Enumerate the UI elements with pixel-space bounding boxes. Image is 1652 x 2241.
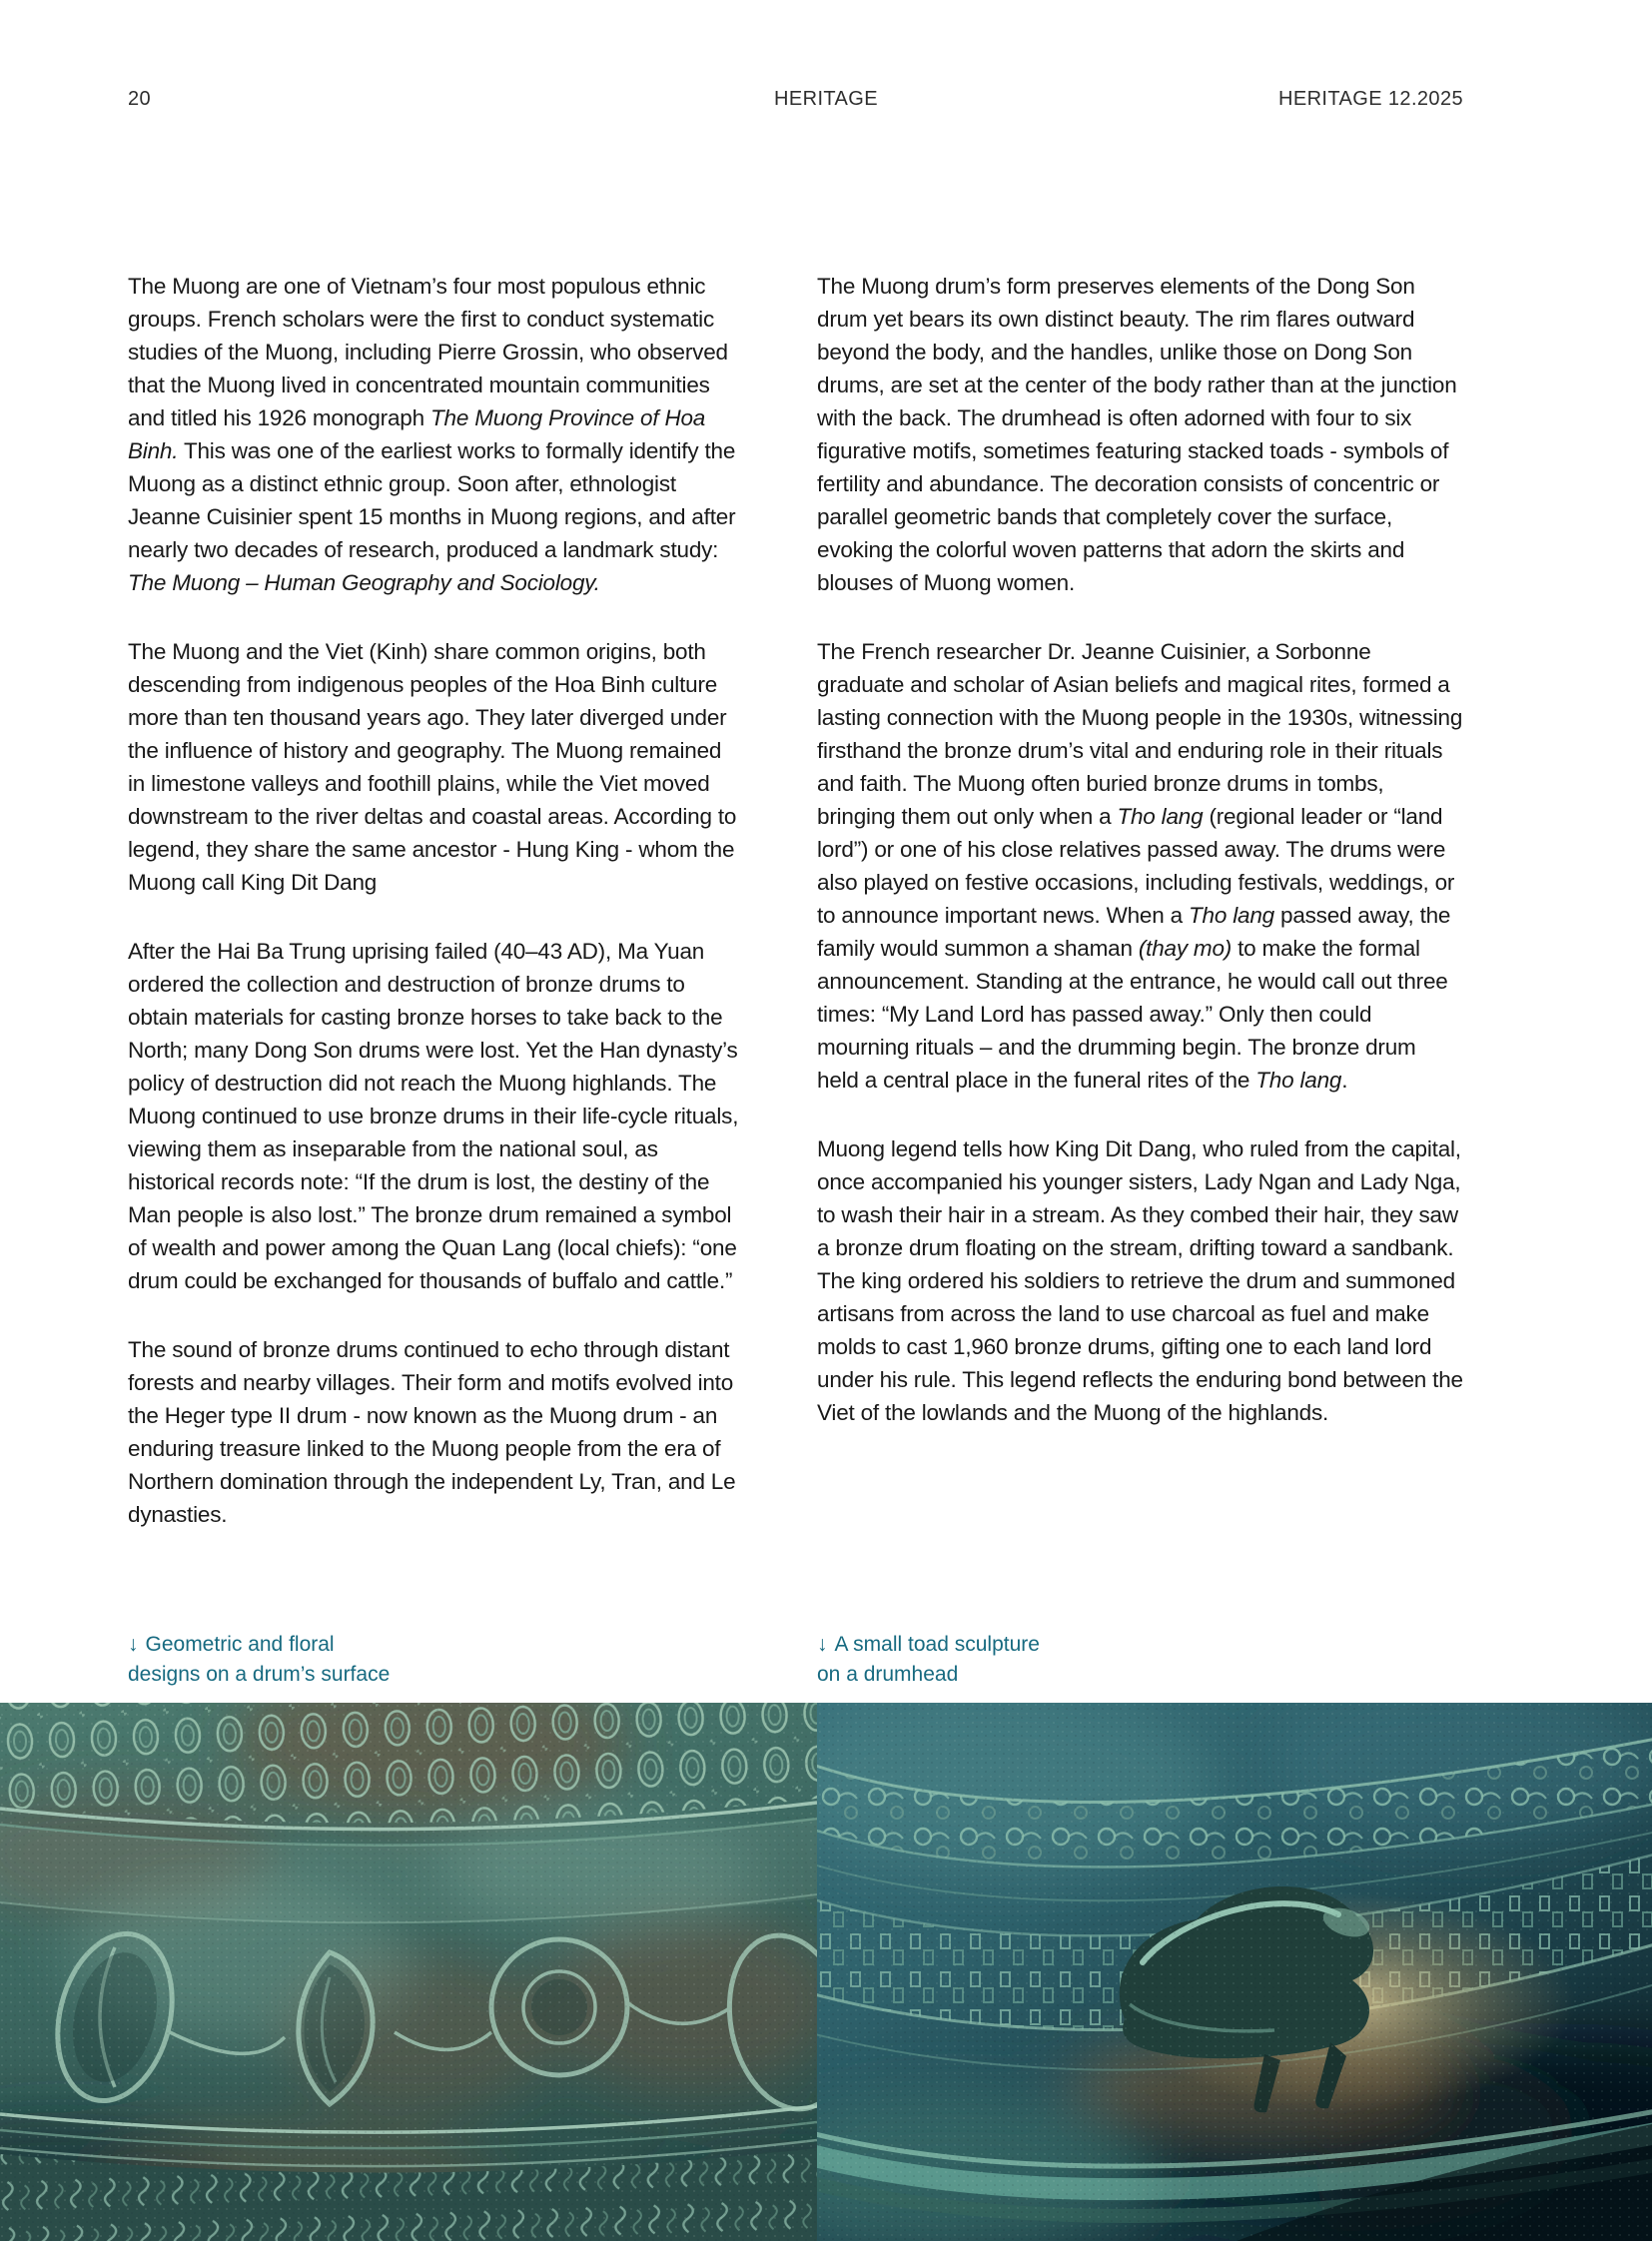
body-paragraph: The French researcher Dr. Jeanne Cuisinier, a Sorbonne graduate and scholar of Asian beliefs and magical rites, formed a lasting connection with the Muong people in the 1930s, witnessing firsthand the bronze drum’s vital and enduring role in their rituals and faith. The Muong often buried bronze drums in tombs, bringing them out only when a Tho lang (regional leader or “land lord”) or one of his close relatives passed away. The drums were also played on festive occasions, including festivals, weddings, or to announce important news. When a Tho lang passed away, the family would summon a shaman (thay mo) to make the formal announcement. Standing at the entrance, he would call out three times: “My Land Lord has passed away.” Only then could mourning rituals – and the drumming begin. The bronze drum held a central place in the funeral rites of the Tho lang. [817, 639, 1463, 1093]
photo-drum-surface [0, 1703, 817, 2241]
down-arrow-icon: ↓ [817, 1633, 828, 1656]
caption-text: Geometric and floral [145, 1633, 335, 1656]
caption-text: designs on a drum’s surface [128, 1663, 391, 1686]
header-issue-label: HERITAGE 12.2025 [1277, 88, 1463, 110]
body-paragraph: The sound of bronze drums continued to echo through distant forests and nearby villages. Their form and motifs evolved into the Heger type II drum - now known as the Muong drum - an enduring treasure linked to the Muong people from the era of Northern domination through the independent Ly, Tran, and Le dynasties. [128, 1337, 736, 1527]
down-arrow-icon: ↓ [128, 1633, 139, 1656]
page-number: 20 [128, 88, 152, 110]
caption-right-photo [817, 1630, 1463, 1690]
article-body [128, 270, 1463, 1567]
caption-text: A small toad sculpture [834, 1633, 1040, 1656]
right-column [817, 270, 1463, 1567]
caption-text: on a drumhead [817, 1663, 959, 1686]
body-paragraph: After the Hai Ba Trung uprising failed (40–43 AD), Ma Yuan ordered the collection and destruction of bronze drums to obtain materials for casting bronze horses to take back to the North; many Dong Son drums were lost. Yet the Han dynasty’s policy of destruction did not reach the Muong highlands. The Muong continued to use bronze drums in their life-cycle rituals, viewing them as inseparable from the national soul, as historical records note: “If the drum is lost, the destiny of the Man people is also lost.” The bronze drum remained a symbol of wealth and power among the Quan Lang (local chiefs): “one drum could be exchanged for thousands of buffalo and cattle.” [128, 939, 739, 1293]
body-paragraph: The Muong are one of Vietnam’s four most populous ethnic groups. French scholars were the first to conduct systematic studies of the Muong, including Pierre Grossin, who observed that the Muong lived in concentrated mountain communities and titled his 1926 monograph The Muong Province of Hoa Binh. This was one of the earliest works to formally identify the Muong as a distinct ethnic group. Soon after, ethnologist Jeanne Cuisinier spent 15 months in Muong regions, and after nearly two decades of research, produced a landmark study: The Muong – Human Geography and Sociology. [128, 274, 736, 595]
photo-toad-drumhead [817, 1703, 1652, 2241]
toad-drumhead-image [817, 1703, 1652, 2241]
body-paragraph: The Muong and the Viet (Kinh) share common origins, both descending from indigenous peoples of the Hoa Binh culture more than ten thousand years ago. They later diverged under the influence of history and geography. The Muong remained in limestone valleys and foothill plains, while the Viet moved downstream to the river deltas and coastal areas. According to legend, they share the same ancestor - Hung King - whom the Muong call King Dit Dang [128, 639, 737, 895]
left-column [128, 270, 744, 1567]
caption-left-photo [128, 1630, 744, 1690]
body-paragraph: The Muong drum’s form preserves elements of the Dong Son drum yet bears its own distinct beauty. The rim flares outward beyond the body, and the handles, unlike those on Dong Son drums, are set at the center of the body rather than at the junction with the back. The drumhead is often adorned with four to six figurative motifs, sometimes featuring stacked toads - symbols of fertility and abundance. The decoration consists of concentric or parallel geometric bands that completely cover the surface, evoking the colorful woven patterns that adorn the skirts and blouses of Muong women. [817, 274, 1457, 595]
header-magazine-title: HERITAGE [774, 88, 878, 110]
body-paragraph: Muong legend tells how King Dit Dang, who ruled from the capital, once accompanied his younger sisters, Lady Ngan and Lady Nga, to wash their hair in a stream. As they combed their hair, they saw a bronze drum floating on the stream, drifting toward a sandbank. The king ordered his soldiers to retrieve the drum and summoned artisans from across the land to use charcoal as fuel and make molds to cast 1,960 bronze drums, gifting one to each land lord under his rule. This legend reflects the enduring bond between the Viet of the lowlands and the Muong of the highlands. [817, 1136, 1463, 1425]
drum-surface-image [0, 1703, 817, 2241]
photo-captions [128, 1630, 1463, 1690]
